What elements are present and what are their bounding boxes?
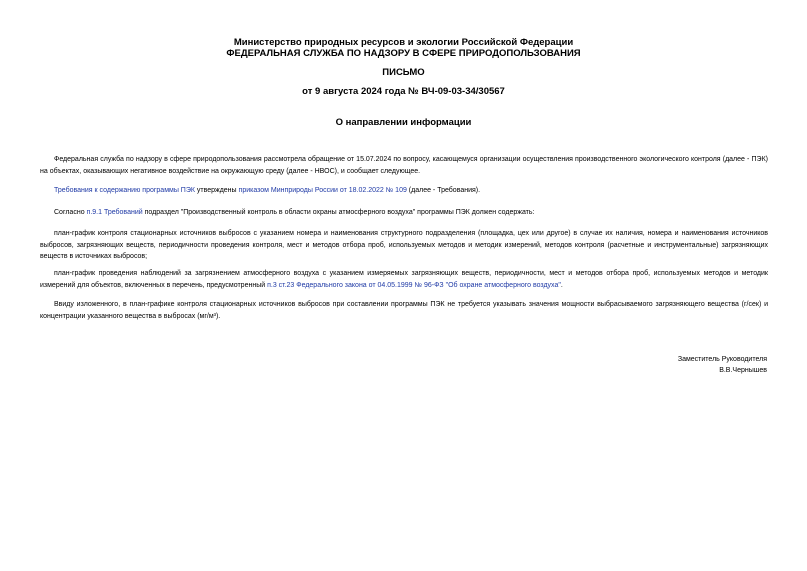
paragraph-text: подраздел "Производственный контроль в области охраны атмосферного воздуха" программы ПЭК должен содержать: [142, 209, 535, 216]
signature-position: Заместитель Руководителя [677, 356, 767, 363]
paragraph-according [40, 207, 768, 219]
requirements-link[interactable]: Требования к содержанию программы ПЭК [54, 187, 195, 194]
paragraph-schedule-air [40, 268, 768, 291]
paragraph-intro: Федеральная служба по надзору в сфере природопользования рассмотрела обращение от 15.07.2024 по вопросу, касающемуся организации осуществления производственного экологического контроля (далее - ПЭК) на объектах, оказывающих негативное воздействие на окружающую среду (далее - НВОС), и сообщает следующее. [40, 156, 768, 175]
paragraph-text: Согласно [54, 209, 87, 216]
document-type: ПИСЬМО [382, 67, 425, 78]
federal-law-link[interactable]: п.3 ст.23 Федерального закона от 04.05.1999 № 96-ФЗ "Об охране атмосферного воздуха" [267, 281, 561, 289]
order-link[interactable]: приказом Минприроды России от 18.02.2022 № 109 [238, 187, 407, 194]
clause-link[interactable]: п.9.1 Требований [86, 209, 143, 216]
service-title: ФЕДЕРАЛЬНАЯ СЛУЖБА ПО НАДЗОРУ В СФЕРЕ ПРИРОДОПОЛЬЗОВАНИЯ [226, 48, 581, 59]
paragraph-text: план-график проведения наблюдений за загрязнением атмосферного воздуха с указанием измеряемых загрязняющих веществ, периодичности, мест и методов отбора проб, используемых методов и методик измерений для объектов, включенных в перечень, предусмотренный [40, 270, 768, 289]
paragraph-schedule-sources: план-график контроля стационарных источников выбросов с указанием номера и наименования структурного подразделения (площадка, цех или другое) в случае их наличия, номера и наименования источников выбросов, загрязняющих веществ, периодичности проведения контроля, мест и методов отбора проб, используемых методов и методик измерений, методов контроля (расчетные и инструментальные) загрязняющих веществ в источниках выбросов; [40, 230, 768, 260]
paragraph-text: . [560, 281, 563, 289]
signature-name: В.В.Чернышев [719, 367, 767, 374]
ministry-title: Министерство природных ресурсов и экологии Российской Федерации [233, 37, 574, 48]
paragraph-requirements [40, 185, 768, 197]
paragraph-text: (далее - Требования). [406, 187, 481, 194]
paragraph-conclusion: Ввиду изложенного, в план-графике контроля стационарных источников выбросов при составлении программы ПЭК не требуется указывать значения мощности выбрасываемого загрязняющего вещества (г/сек) и концентрации указанного вещества в выбросах (мг/м³). [40, 301, 768, 320]
document-date-number: от 9 августа 2024 года № ВЧ-09-03-34/30567 [302, 86, 505, 97]
paragraph-text: утверждены [194, 187, 239, 194]
document-subject: О направлении информации [335, 117, 472, 128]
